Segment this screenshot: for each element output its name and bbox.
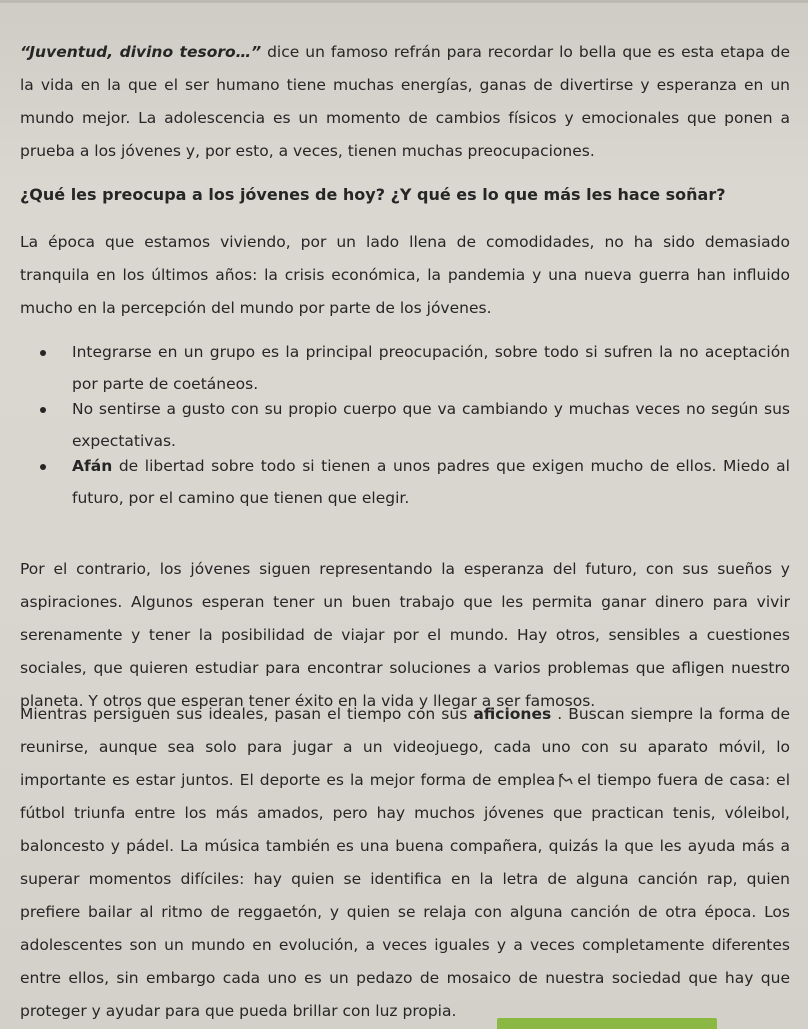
paragraph-context: La época que estamos viviendo, por un lado llena de comodidades, no ha sido demasiado tranquila en los últimos años: la crisis económica, la pandemia y una nueva guerra han influido mucho en la percepción del mundo por parte de los jóvenes. bbox=[20, 233, 790, 317]
intro-quote: “Juventud, divino tesoro…” bbox=[20, 43, 262, 61]
list-item-text: Integrarse en un grupo es la principal preocupación, sobre todo si sufren la no aceptación por parte de coetáneos. bbox=[72, 343, 790, 393]
paragraph-hobbies-part1: Mientras persiguen sus ideales, pasan el tiempo con sus bbox=[20, 705, 474, 723]
concerns-list bbox=[20, 336, 790, 514]
section-question: ¿Qué les preocupa a los jóvenes de hoy? ¿Y qué es lo que más les hace soñar? bbox=[20, 185, 726, 204]
list-item-text: de libertad sobre todo si tienen a unos padres que exigen mucho de ellos. Miedo al futuro, por el camino que tienen que elegir. bbox=[72, 457, 790, 507]
list-item-text: No sentirse a gusto con su propio cuerpo que va cambiando y muchas veces no según sus expectativas. bbox=[72, 400, 790, 450]
paragraph-hobbies-part2: . Buscan siempre la forma de reunirse, aunque sea solo para jugar a un videojuego, cada uno con su aparato móvil, lo importante es estar juntos. El deporte es la mejor forma de emplea bbox=[20, 705, 791, 789]
list-item-emphasis: Afán bbox=[72, 457, 113, 475]
hobbies-emphasis: aficiones bbox=[473, 705, 552, 723]
paragraph-hopes: Por el contrario, los jóvenes siguen representando la esperanza del futuro, con sus sueños y aspiraciones. Algunos esperan tener un buen trabajo que les permita ganar dinero para vivir serenamente y tener la posibilidad de viajar por el mundo. Hay otros, sensibles a cuestiones sociales, que quieren estudiar para encontrar soluciones a varios problemas que afligen nuestro planeta. Y otros que esperan tener éxito en la vida y llegar a ser famosos. bbox=[20, 560, 790, 710]
bullet-icon bbox=[40, 407, 46, 413]
intro-paragraph bbox=[20, 36, 790, 168]
mouse-cursor-icon bbox=[557, 767, 575, 783]
list-item bbox=[20, 450, 790, 514]
intro-text: dice un famoso refrán para recordar lo bella que es esta etapa de la vida en la que el ser humano tiene muchas energías, ganas de divertirse y esperanza en un mundo mejor. La adolescencia es un momento de cambios físicos y emocionales que ponen a prueba a los jóvenes y, por esto, a veces, tienen muchas preocupaciones. bbox=[20, 43, 791, 160]
list-item bbox=[20, 393, 790, 450]
bullet-icon bbox=[40, 464, 46, 470]
paragraph-hobbies bbox=[20, 698, 790, 1028]
green-highlight-bar bbox=[497, 1018, 717, 1029]
bullet-icon bbox=[40, 350, 46, 356]
list-item bbox=[20, 336, 790, 393]
paragraph-hobbies-part3: el tiempo fuera de casa: el fútbol triunfa entre los más amados, pero hay muchos jóvenes que practican tenis, vóleibol, baloncesto y pádel. La música también es una buena compañera, quizás la que les ayuda más a superar momentos difíciles: hay quien se identifica en la letra de alguna canción rap, quien prefiere bailar al ritmo de reggaetón, y quien se relaja con alguna canción de otra época. Los adolescentes son un mundo en evolución, a veces iguales y a veces completamente diferentes entre ellos, sin embargo cada uno es un pedazo de mosaico de nuestra sociedad que hay que proteger y ayudar para que pueda brillar con luz propia. bbox=[20, 771, 791, 1020]
top-divider bbox=[0, 0, 808, 3]
